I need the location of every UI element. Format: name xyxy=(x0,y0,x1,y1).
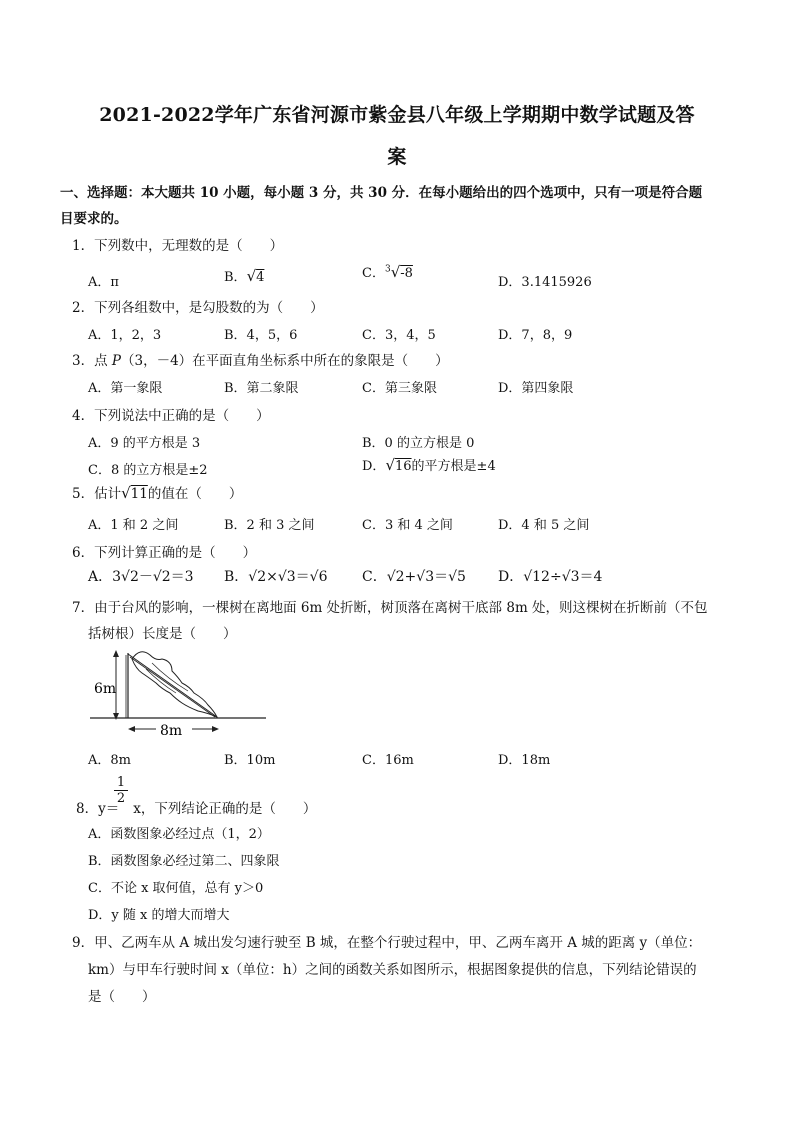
q2-option-b: B．4，5，6 xyxy=(224,328,298,343)
label-6m: 6m xyxy=(94,681,117,697)
question-8-stem: 8．y＝ x，下列结论正确的是（ ） xyxy=(76,801,317,817)
question-9-stem-cont: km）与甲车行驶时间 x（单位：h）之间的函数关系如图所示，根据图象提供的信息，下列结论错误的 xyxy=(88,962,697,978)
q6-option-b: B．√2×√3＝√6 xyxy=(224,569,328,585)
q1-option-b: B．√4 xyxy=(224,267,265,285)
q2-option-c: C．3，4，5 xyxy=(362,328,436,343)
document-title-line2: 案 xyxy=(387,146,407,168)
q3-option-a: A．第一象限 xyxy=(88,381,163,396)
q3-option-b: B．第二象限 xyxy=(224,381,299,396)
q5-option-d: D．4 和 5 之间 xyxy=(498,518,590,533)
section-heading: 一、选择题：本大题共 10 小题，每小题 3 分，共 30 分．在每小题给出的四个选项中，只有一项是符合题 xyxy=(60,185,703,201)
q8-frac-denominator: 2 xyxy=(116,791,126,806)
q1-option-d: D．3.1415926 xyxy=(498,275,592,290)
q3-option-d: D．第四象限 xyxy=(498,381,574,396)
q5-option-b: B．2 和 3 之间 xyxy=(224,518,315,533)
q4-option-c: C．8 的立方根是±2 xyxy=(88,463,208,478)
question-7-stem: 7．由于台风的影响，一棵树在离地面 6m 处折断，树顶落在离树干底部 8m 处，则这棵树在折断前（不包 xyxy=(72,600,708,616)
broken-tree-figure xyxy=(90,647,290,747)
q7-option-c: C．16m xyxy=(362,753,414,768)
q8-option-d: D．y 随 x 的增大而增大 xyxy=(88,908,230,923)
q1-option-a: A．π xyxy=(88,275,119,290)
q8-option-c: C．不论 x 取何值，总有 y＞0 xyxy=(88,881,264,896)
section-heading-cont: 目要求的。 xyxy=(60,211,128,227)
q2-option-d: D．7，8，9 xyxy=(498,328,573,343)
q7-option-b: B．10m xyxy=(224,753,276,768)
q5-option-a: A．1 和 2 之间 xyxy=(88,518,179,533)
q7-option-a: A．8m xyxy=(88,753,131,768)
q2-option-a: A．1，2，3 xyxy=(88,328,162,343)
q6-option-d: D．√12÷√3＝4 xyxy=(498,569,603,585)
question-5-stem: 5．估计√11的值在（ ） xyxy=(72,484,243,502)
q5-option-c: C．3 和 4 之间 xyxy=(362,518,453,533)
q7-option-d: D．18m xyxy=(498,753,551,768)
q4-option-d: D．√16的平方根是±4 xyxy=(362,456,496,474)
question-9-stem: 9．甲、乙两车从 A 城出发匀速行驶至 B 城，在整个行驶过程中，甲、乙两车离开 A 城的距离 y（单位： xyxy=(72,935,702,951)
q8-option-b: B．函数图象必经过第二、四象限 xyxy=(88,854,280,869)
question-3-stem: 3．点 P（3，－4）在平面直角坐标系中所在的象限是（ ） xyxy=(72,353,449,369)
q1-option-c: C．$^3$√-8 xyxy=(362,263,413,281)
q6-option-c: C．√2+√3＝√5 xyxy=(362,569,466,585)
label-8m: 8m xyxy=(160,723,183,739)
question-4-stem: 4．下列说法中正确的是（ ） xyxy=(72,408,270,424)
q8-option-a: A．函数图象必经过点（1，2） xyxy=(88,827,270,842)
question-6-stem: 6．下列计算正确的是（ ） xyxy=(72,545,257,561)
document-title-line1: 2021-2022学年广东省河源市紫金县八年级上学期期中数学试题及答 xyxy=(99,104,695,126)
q6-option-a: A．3√2－√2＝3 xyxy=(88,569,194,585)
q4-option-a: A．9 的平方根是 3 xyxy=(88,436,201,451)
q8-frac-numerator: 1 xyxy=(114,775,128,791)
q4-option-b: B．0 的立方根是 0 xyxy=(362,436,475,451)
question-1-stem: 1．下列数中，无理数的是（ ） xyxy=(72,238,284,254)
question-2-stem: 2．下列各组数中，是勾股数的为（ ） xyxy=(72,300,324,316)
question-9-stem-cont2: 是（ ） xyxy=(88,989,156,1005)
q3-option-c: C．第三象限 xyxy=(362,381,437,396)
question-7-stem-cont: 括树根）长度是（ ） xyxy=(88,626,237,642)
